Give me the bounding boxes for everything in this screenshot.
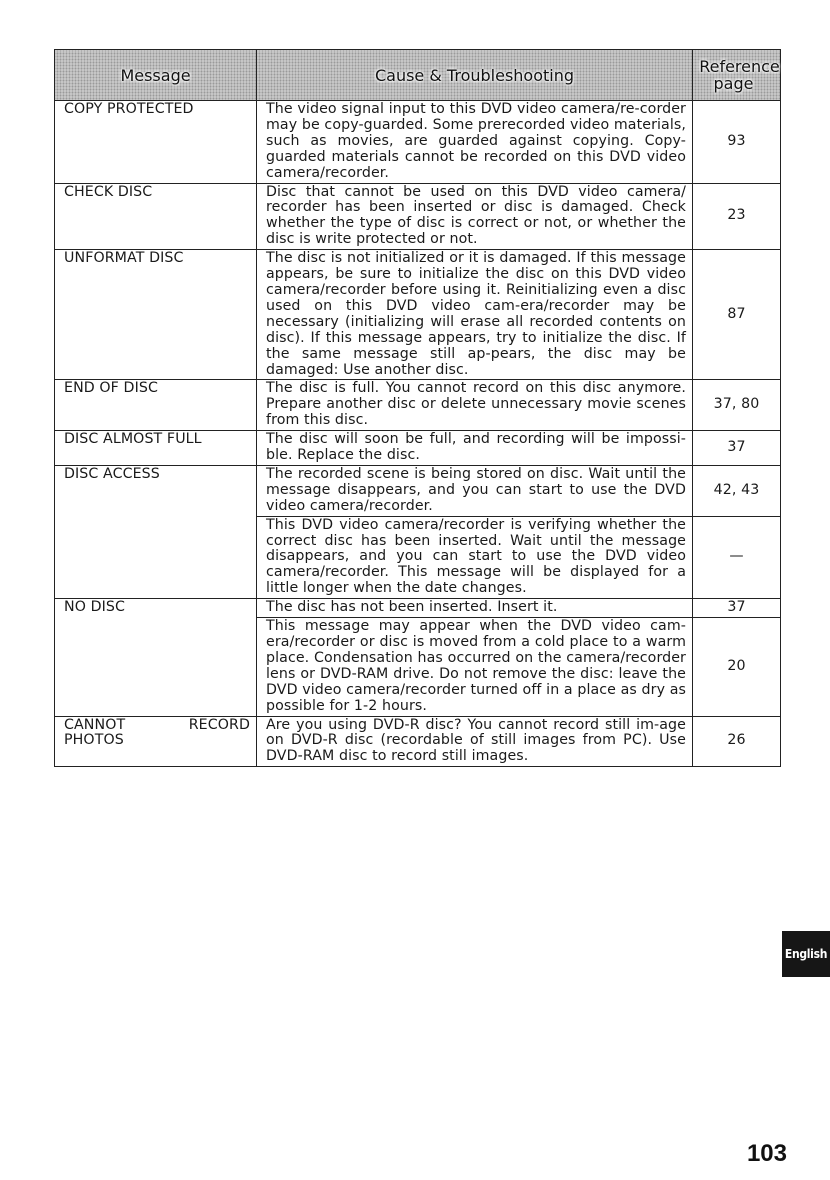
message-cell: CHECK DISC (55, 183, 257, 250)
error-message-table (54, 49, 781, 767)
header-message: Message (55, 50, 257, 101)
table-row (55, 465, 781, 516)
table-header (55, 50, 781, 101)
reference-cell: 42, 43 (693, 465, 781, 516)
table-row (55, 380, 781, 431)
reference-cell: 26 (693, 716, 781, 767)
reference-cell: 87 (693, 250, 781, 380)
language-tab (782, 931, 830, 977)
message-cell: END OF DISC (55, 380, 257, 431)
cause-cell: The video signal input to this DVD video camera/re-corder may be copy-guarded. Some prerecorded video materials, such as movies, are guarded against copying. Copy-guarded materials cannot be recorded on this DVD video camera/recorder. (257, 101, 693, 184)
cause-cell: This message may appear when the DVD video cam-era/recorder or disc is moved from a cold place to a warm place. Condensation has occurred on the camera/recorder lens or DVD-RAM drive. Do not remove the disc: leave the DVD video camera/recorder turned off in a place as dry as possible for 1-2 hours. (257, 618, 693, 716)
reference-cell: 93 (693, 101, 781, 184)
message-cell: DISC ACCESS (55, 465, 257, 516)
cause-cell: The disc is not initialized or it is damaged. If this message appears, be sure to initialize the disc on this DVD video camera/recorder before using it. Reinitializing even a disc used on this DVD video cam-era/recorder may be necessary (initializing will erase all recorded contents on disc). If this message appears, try to initialize the disc. If the same message still ap-pears, the disc may be damaged: Use another disc. (257, 250, 693, 380)
cause-cell: The recorded scene is being stored on disc. Wait until the message disappears, and you can start to use the DVD video camera/recorder. (257, 465, 693, 516)
table-row (55, 599, 781, 618)
table-row (55, 101, 781, 184)
reference-cell: 37, 80 (693, 380, 781, 431)
page-number: 103 (746, 1140, 787, 1167)
cause-cell: Are you using DVD-R disc? You cannot record still im-age on DVD-R disc (recordable of still images from PC). Use DVD-RAM disc to record still images. (257, 716, 693, 767)
table-row (55, 516, 781, 599)
message-cell: DISC ALMOST FULL (55, 431, 257, 466)
table-row (55, 716, 781, 767)
cause-cell: The disc is full. You cannot record on this disc anymore. Prepare another disc or delete unnecessary movie scenes from this disc. (257, 380, 693, 431)
reference-cell: 37 (693, 431, 781, 466)
cause-cell: This DVD video camera/recorder is verifying whether the correct disc has been inserted. Wait until the message disappears, and you can start to use the DVD video camera/recorder. This message will be displayed for a little longer when the date changes. (257, 516, 693, 599)
cause-cell: The disc has not been inserted. Insert it. (257, 599, 693, 618)
table-row (55, 183, 781, 250)
cause-cell: Disc that cannot be used on this DVD video camera/ recorder has been inserted or disc is damaged. Check whether the type of disc is correct or not, or whether the disc is write protected or not. (257, 183, 693, 250)
message-cell: NO DISC (55, 599, 257, 618)
table-body (55, 101, 781, 767)
message-cell: UNFORMAT DISC (55, 250, 257, 380)
table-row (55, 250, 781, 380)
message-cell (55, 516, 257, 599)
header-row (55, 50, 781, 101)
message-cell: COPY PROTECTED (55, 101, 257, 184)
reference-cell: 23 (693, 183, 781, 250)
language-tab-label: English (784, 947, 828, 961)
header-reference: Reference page (693, 50, 781, 101)
table-row (55, 618, 781, 716)
message-cell (55, 618, 257, 716)
reference-cell: — (693, 516, 781, 599)
header-cause: Cause & Troubleshooting (257, 50, 693, 101)
cause-cell: The disc will soon be full, and recording will be impossi-ble. Replace the disc. (257, 431, 693, 466)
message-cell: CANNOT RECORD PHOTOS (55, 716, 257, 767)
table-row (55, 431, 781, 466)
reference-cell: 20 (693, 618, 781, 716)
reference-cell: 37 (693, 599, 781, 618)
